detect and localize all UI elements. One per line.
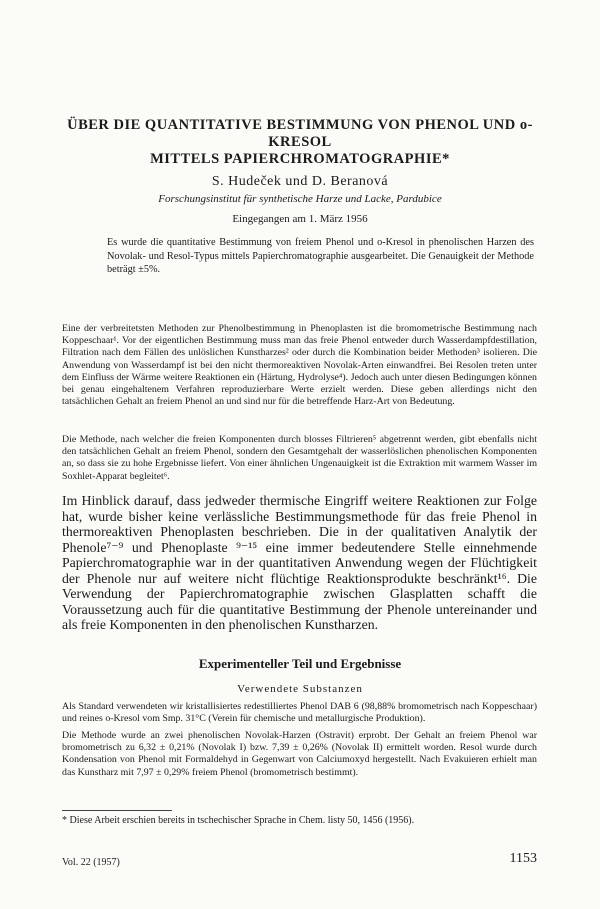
- body-paragraph-1: Als Standard verwendeten wir kristallisiertes redestilliertes Phenol DAB 6 (98,88% bromometrisch nach Koppeschaar) und reines o-Kresol vom Smp. 31°C (Verein für chemische und metallurgische Produktion).: [62, 701, 537, 725]
- institute: Forschungsinstitut für synthetische Harze und Lacke, Pardubice: [158, 193, 442, 205]
- title-line-2: MITTELS PAPIERCHROMATOGRAPHIE*: [150, 151, 450, 167]
- received-date: Eingegangen am 1. März 1956: [232, 213, 368, 225]
- intro-paragraph-1: Eine der verbreitetsten Methoden zur Phenolbestimmung in Phenoplasten ist die bromometrische Bestimmung nach Koppeschaar¹. Vor der eigentlichen Bestimmung muss man das freie Phenol entweder durch Wasserdampfdestillation, Filtration nach dem Fällen des unlöslichen Kunstharzes² oder durch die Kombination beider Methoden³ isolieren. Die Anwendung von Wasserdampf ist bei den nicht thermoreaktiven Novolak-Arten einwandfrei. Bei Resolen treten unter dem Einfluss der Wärme weitere Reaktionen ein (Härtung, Hydrolyse⁴). Jedoch auch unter diesen Bedingungen können bei genau eingehaltenem Verfahren reproduzierbare Werte erzielt werden. Diese geben allerdings nicht den tatsächlichen Gehalt an freiem Phenol an und sind nur für die betreffende Harz-Art von Bedeutung.: [62, 323, 537, 408]
- title-line-1: ÜBER DIE QUANTITATIVE BESTIMMUNG VON PHENOL UND o-KRESOL: [67, 117, 533, 150]
- article-title: [40, 117, 560, 168]
- journal-volume: Vol. 22 (1957): [62, 857, 120, 868]
- main-paragraph: Im Hinblick darauf, dass jedweder thermische Eingriff weitere Reaktionen zur Folge hat, wurde bisher keine verlässliche Bestimmungsmethode für das freie Phenol in thermoreaktiven Phenoplasten beschrieben. Die in der qualitativen Analytik der Phenole⁷⁻⁹ und Phenoplaste ⁹⁻¹⁵ eine immer bedeutendere Stelle einnehmende Papierchromatographie war in der quantitativen Anwendung wegen der Flüchtigkeit der Phenole nur auf weitere nicht flüchtige Reaktionsprodukte beschränkt¹⁶. Die Verwendung der Papierchromatographie zwischen Glasplatten schafft die Voraussetzung auch für die quantitative Bestimmung der Phenole untereinander und als freie Komponenten in den phenolischen Kunstharzen.: [62, 493, 537, 632]
- page-number: 1153: [509, 851, 537, 866]
- intro-paragraph-2: Die Methode, nach welcher die freien Komponenten durch blosses Filtrieren⁵ abgetrennt werden, gibt ebenfalls nicht den tatsächlichen Gehalt an freiem Phenol, sondern den Gesamtgehalt der wasserlöslichen phenolischen Komponenten an, so dass sie zu hohe Ergebnisse liefert. Von einer ähnlichen Ungenauigkeit ist die Extraktion mit warmem Wasser im Soxhlet-Apparat begleitet⁶.: [62, 434, 537, 482]
- abstract: Es wurde die quantitative Bestimmung von freiem Phenol und o-Kresol in phenolischen Harzen des Novolak- und Resol-Typus mittels Papierchromatographie ausgearbeitet. Die Genauigkeit der Methode beträgt ±5%.: [107, 237, 534, 276]
- footnote: * Diese Arbeit erschien bereits in tschechischer Sprache in Chem. listy 50, 1456 (1956).: [62, 815, 415, 826]
- subsection-heading: Verwendete Substanzen: [237, 683, 363, 695]
- footnote-rule: [62, 810, 172, 811]
- body-paragraph-2: Die Methode wurde an zwei phenolischen Novolak-Harzen (Ostravit) erprobt. Der Gehalt an freiem Phenol war bromometrisch zu 6,32 ± 0,21% (Novolak I) bzw. 7,39 ± 0,26% (Novolak II) ermittelt worden. Resol wurde durch Kondensation von Phenol mit Formaldehyd in Gegenwart von Calciumoxyd hergestellt. Nach Evakuieren erhielt man das Kunstharz mit 7,97 ± 0,29% freiem Phenol (bromometrisch bestimmt).: [62, 730, 537, 778]
- authors: S. Hudeček und D. Beranová: [211, 174, 389, 189]
- section-heading: Experimenteller Teil und Ergebnisse: [198, 656, 402, 671]
